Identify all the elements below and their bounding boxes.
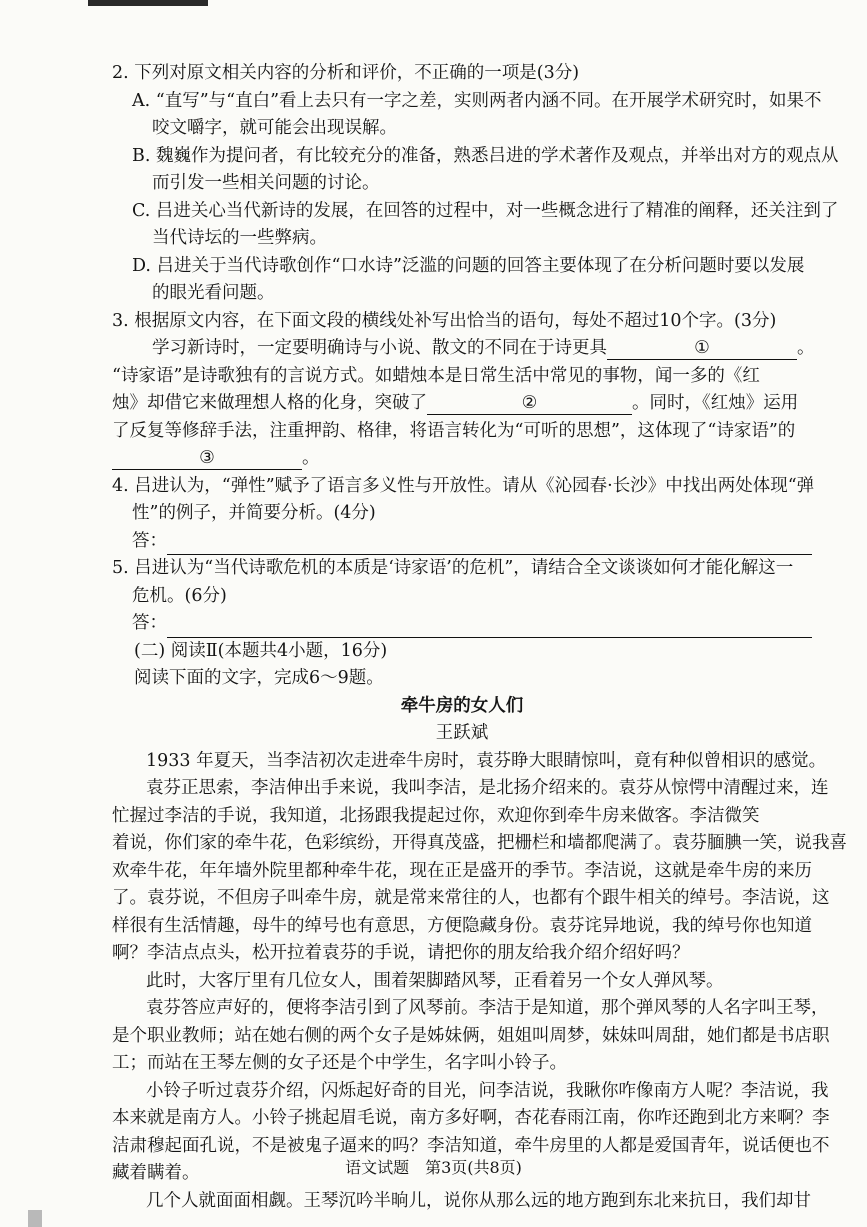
question-3-passage-line (112, 445, 812, 473)
page-content (112, 60, 847, 1215)
question-2-option-d: D. 吕进关于当代诗歌创作“口水诗”泛滥的问题的回答主要体现了在分析问题时要以发展 (132, 255, 805, 276)
article-line: 几个人就面面相觑。王琴沉吟半晌儿，说你从那么远的地方跑到东北来抗日，我们却甘 (146, 1190, 811, 1211)
article-line: 此时，大客厅里有几位女人，围着架脚踏风琴，正看着另一个女人弹风琴。 (146, 970, 724, 991)
question-5-stem: 5. 吕进认为“当代诗歌危机的本质是‘诗家语’的危机”，请结合全文谈谈如何才能化解这一 (112, 558, 794, 578)
question-5-answer-row (112, 610, 812, 638)
answer-label: 答： (132, 530, 167, 551)
page-footer: 语文试题 第3页(共8页) (345, 1158, 522, 1177)
question-4-stem: 4. 吕进认为，“弹性”赋予了语言多义性与开放性。请从《沁园春·长沙》中找出两处体现“弹 (112, 475, 815, 496)
question-2-option-a: A. “直写”与“直白”看上去只有一字之差，实则两者内涵不同。在开展学术研究时，如果不 (132, 90, 822, 111)
article-line: 着说，你们家的牵牛花，色彩缤纷，开得真茂盛，把栅栏和墙都爬满了。袁芬腼腆一笑，说我喜 (112, 833, 847, 853)
passage-text: 。 (302, 448, 320, 468)
article-body (112, 748, 847, 1216)
question-3-stem: 3. 根据原文内容，在下面文段的横线处补写出恰当的语句，每处不超过10个字。(3分) (112, 310, 777, 331)
question-5-stem-cont: 危机。(6分) (132, 585, 227, 606)
article-line: 样很有生活情趣，母牛的绰号也有意思，方便隐藏身份。袁芬诧异地说，我的绰号你也知道 (112, 915, 812, 936)
question-3-passage-line (112, 390, 812, 418)
article-line: 忙握过李洁的手说，我知道，北扬跟我提起过你，欢迎你到牵牛房来做客。李洁微笑 (112, 805, 760, 826)
question-2-option-c-cont: 当代诗坛的一些弊病。 (152, 228, 327, 248)
blank-3[interactable]: ③ (112, 447, 302, 470)
question-2-stem: 2. 下列对原文相关内容的分析和评价，不正确的一项是(3分) (112, 63, 580, 83)
article-author: 王跃斌 (435, 723, 489, 743)
question-3-passage-line (112, 335, 815, 363)
question-2-option-c: C. 吕进关心当代新诗的发展，在回答的过程中，对一些概念进行了精准的阐释，还关注到了 (132, 200, 839, 221)
article-line: 是个职业教师；站在她右侧的两个女子是姊妹俩，姐姐叫周梦，妹妹叫周甜，她们都是书店职 (112, 1025, 830, 1046)
blank-2[interactable]: ② (427, 392, 632, 415)
question-2-option-a-cont: 咬文嚼字，就可能会出现误解。 (152, 118, 397, 138)
question-3-passage-line: 了反复等修辞手法，注重押韵、格律，将语言转化为“可听的思想”，这体现了“诗家语”的 (112, 420, 796, 441)
article-line: 洁肃穆起面孔说，不是被鬼子逼来的吗？李洁知道，牵牛房里的人都是爱国青年，说话便也不 (112, 1135, 830, 1156)
section-instruction: 阅读下面的文字，完成6～9题。 (134, 668, 384, 688)
scan-edge-mark (28, 1210, 42, 1227)
question-4-answer-line[interactable] (167, 536, 812, 555)
article-line: 了。袁芬说，不但房子叫牵牛房，就是常来常往的人，也都有个跟牛相关的绰号。李洁说，这 (112, 888, 830, 908)
passage-text: 烛》却借它来做理想人格的化身，突破了 (112, 393, 427, 413)
article-line: 藏着瞒着。 (112, 1163, 200, 1183)
question-5-answer-line[interactable] (167, 619, 812, 638)
article-line: 袁芬答应声好的，便将李洁引到了风琴前。李洁于是知道，那个弹风琴的人名字叫王琴， (146, 998, 829, 1018)
passage-text: 。 (797, 338, 815, 358)
question-4-answer-row (112, 528, 812, 556)
passage-text: 。同时，《红烛》运用 (632, 393, 799, 413)
blank-1[interactable]: ① (607, 337, 797, 360)
question-2-option-b-cont: 而引发一些相关问题的讨论。 (152, 173, 380, 193)
article-line: 袁芬正思索，李洁伸出手来说，我叫李洁，是北扬介绍来的。袁芬从惊愕中清醒过来，连 (146, 778, 829, 798)
article-line: 本来就是南方人。小铃子挑起眉毛说，南方多好啊，杏花春雨江南，你咋还跑到北方来啊？李 (112, 1108, 830, 1128)
article-line: 啊？李洁点点头，松开拉着袁芬的手说，请把你的朋友给我介绍介绍好吗？ (112, 943, 690, 963)
scan-edge-mark (88, 0, 208, 6)
answer-label: 答： (132, 613, 167, 633)
article-line: 1933 年夏天，当李洁初次走进牵牛房时，袁芬睁大眼睛惊叫，竟有种似曾相识的感觉。 (146, 750, 827, 771)
article-line: 工；而站在王琴左侧的女子还是个中学生，名字叫小铃子。 (112, 1053, 567, 1073)
question-2-option-b: B. 魏巍作为提问者，有比较充分的准备，熟悉吕进的学术著作及观点，并举出对方的观点从 (132, 145, 839, 166)
question-4-stem-cont: 性”的例子，并简要分析。(4分) (132, 503, 376, 523)
passage-text: 学习新诗时，一定要明确诗与小说、散文的不同在于诗更具 (152, 338, 607, 358)
question-3-passage-line: “诗家语”是诗歌独有的言说方式。如蜡烛本是日常生活中常见的事物，闻一多的《红 (112, 365, 760, 386)
section-heading: (二) 阅读Ⅱ(本题共4小题，16分) (134, 640, 388, 661)
article-title: 牵牛房的女人们 (400, 695, 524, 716)
article-line: 小铃子听过袁芬介绍，闪烁起好奇的目光，问李洁说，我瞅你咋像南方人呢？李洁说，我 (146, 1080, 829, 1101)
question-2-option-d-cont: 的眼光看问题。 (152, 283, 275, 303)
article-line: 欢牵牛花，年年墙外院里都种牵牛花，现在正是盛开的季节。李洁说，这就是牵牛房的来历 (112, 860, 812, 881)
